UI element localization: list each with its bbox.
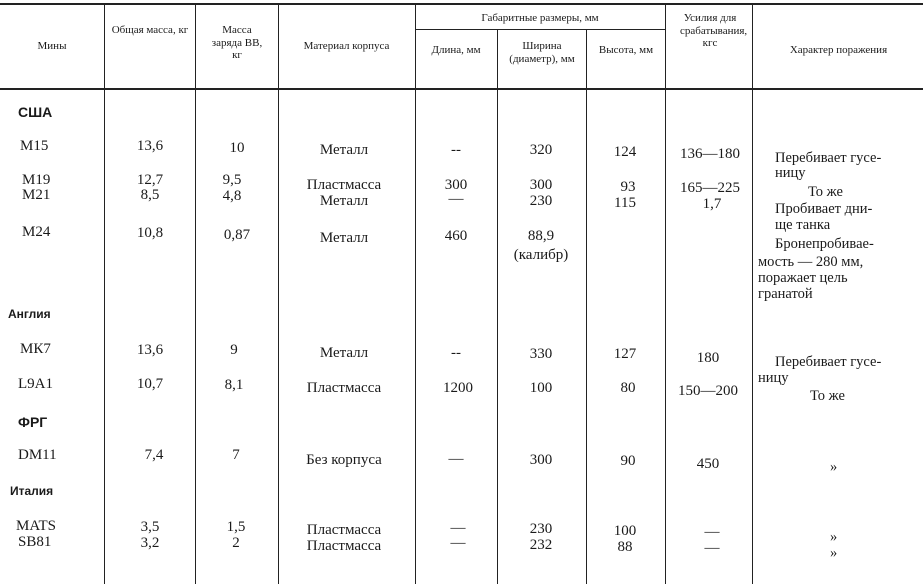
total-mass: 8,5 xyxy=(140,187,160,203)
header-force: Усилия для срабатывания, кгс xyxy=(680,12,748,50)
mine-name: М19 xyxy=(22,172,51,188)
header-charge-mass: Масса заряда ВВ, кг xyxy=(211,24,263,62)
effect-text: То же xyxy=(808,184,843,200)
width: 232 xyxy=(529,537,553,553)
effect-text: Перебивает гусе- xyxy=(775,354,882,370)
country-uk: Англия xyxy=(8,307,51,321)
mine-name: МК7 xyxy=(20,341,51,357)
country-frg: ФРГ xyxy=(18,414,48,430)
total-mass: 3,5 xyxy=(140,519,160,535)
column-divider xyxy=(586,29,587,584)
effect-text: Бронепробивае- xyxy=(775,236,874,252)
column-divider xyxy=(195,3,196,584)
effect-text: гранатой xyxy=(758,286,813,302)
total-mass: 10,7 xyxy=(136,376,164,392)
mine-name: DM11 xyxy=(18,447,57,463)
header-bottom-rule xyxy=(0,88,923,90)
column-divider xyxy=(752,3,753,584)
effect-text: То же xyxy=(810,388,845,404)
country-usa: США xyxy=(18,104,53,120)
width: 100 xyxy=(529,380,553,396)
mine-name: М15 xyxy=(20,138,49,154)
column-divider xyxy=(415,3,416,584)
charge-mass: 8,1 xyxy=(224,377,244,393)
ditto-mark: » xyxy=(830,545,838,561)
total-mass: 13,6 xyxy=(136,138,164,154)
length: — xyxy=(450,520,466,536)
force: 180 xyxy=(696,350,720,366)
table-top-rule xyxy=(0,3,923,5)
effect-text: ницу xyxy=(775,165,806,181)
material: Металл xyxy=(319,193,369,209)
height: 127 xyxy=(613,346,637,362)
effect-text: Пробивает дни- xyxy=(775,201,873,217)
width: 330 xyxy=(529,346,553,362)
column-divider xyxy=(665,3,666,584)
ditto-mark: » xyxy=(830,529,838,545)
header-total-mass: Общая масса, кг xyxy=(111,24,189,36)
width-note: (калибр) xyxy=(513,247,569,263)
effect-text: поражает цель xyxy=(758,270,848,286)
country-italy: Италия xyxy=(10,484,54,498)
width: 230 xyxy=(529,521,553,537)
total-mass: 10,8 xyxy=(136,225,164,241)
material: Пластмасса xyxy=(306,538,382,554)
width: 300 xyxy=(529,177,553,193)
charge-mass: 4,8 xyxy=(222,188,242,204)
force: 165—225 xyxy=(680,180,740,196)
mine-name: М24 xyxy=(22,224,51,240)
charge-mass: 7 xyxy=(232,447,240,463)
width: 88,9 xyxy=(527,228,555,244)
material: Металл xyxy=(319,142,369,158)
height: 80 xyxy=(620,380,636,396)
force: 1,7 xyxy=(702,196,722,212)
height: 90 xyxy=(620,453,636,469)
mine-name: MATS xyxy=(16,518,57,534)
length: — xyxy=(450,535,466,551)
header-width: Ширина (диаметр), мм xyxy=(509,40,575,65)
length: 460 xyxy=(444,228,468,244)
header-length: Длина, мм xyxy=(431,44,481,56)
header-dimensions: Габаритные размеры, мм xyxy=(481,12,599,24)
material: Пластмасса xyxy=(306,522,382,538)
length: -- xyxy=(451,345,461,361)
header-material: Материал корпуса xyxy=(303,40,390,52)
column-divider xyxy=(497,29,498,584)
length: 300 xyxy=(444,177,468,193)
length: — xyxy=(448,191,464,207)
mine-name: М21 xyxy=(22,187,51,203)
width: 300 xyxy=(529,452,553,468)
mine-name: L9A1 xyxy=(18,376,53,392)
effect-text: ницу xyxy=(758,370,789,386)
material: Пластмасса xyxy=(306,380,382,396)
force: — xyxy=(704,540,720,556)
charge-mass: 9 xyxy=(230,342,238,358)
force: 136—180 xyxy=(680,146,740,162)
total-mass: 13,6 xyxy=(136,342,164,358)
dimensions-subheader-rule xyxy=(415,29,665,30)
length: -- xyxy=(451,142,461,158)
mine-name: SB81 xyxy=(18,534,52,550)
material: Металл xyxy=(319,345,369,361)
width: 320 xyxy=(529,142,553,158)
height: 88 xyxy=(617,539,633,555)
column-divider xyxy=(278,3,279,584)
effect-text: ще танка xyxy=(775,217,831,233)
header-effect: Характер поражения xyxy=(789,44,888,56)
charge-mass: 9,5 xyxy=(222,172,242,188)
total-mass: 12,7 xyxy=(136,172,164,188)
height: 100 xyxy=(613,523,637,539)
length: 1200 xyxy=(443,380,473,396)
force: 450 xyxy=(696,456,720,472)
height: 115 xyxy=(614,195,636,211)
ditto-mark: » xyxy=(830,459,838,475)
force: 150—200 xyxy=(678,383,738,399)
height: 93 xyxy=(620,179,636,195)
total-mass: 7,4 xyxy=(144,447,164,463)
material: Пластмасса xyxy=(306,177,382,193)
header-mine: Мины xyxy=(37,40,67,52)
material: Металл xyxy=(319,230,369,246)
column-divider xyxy=(104,3,105,584)
charge-mass: 0,87 xyxy=(223,227,251,243)
material: Без корпуса xyxy=(306,452,382,468)
effect-text: Перебивает гусе- xyxy=(775,150,882,166)
height: 124 xyxy=(613,144,637,160)
force: — xyxy=(704,524,720,540)
width: 230 xyxy=(529,193,553,209)
effect-text: мость — 280 мм, xyxy=(758,254,864,270)
total-mass: 3,2 xyxy=(140,535,160,551)
charge-mass: 2 xyxy=(232,535,240,551)
charge-mass: 1,5 xyxy=(226,519,246,535)
length: — xyxy=(448,451,464,467)
header-height: Высота, мм xyxy=(598,44,654,56)
charge-mass: 10 xyxy=(229,140,245,156)
